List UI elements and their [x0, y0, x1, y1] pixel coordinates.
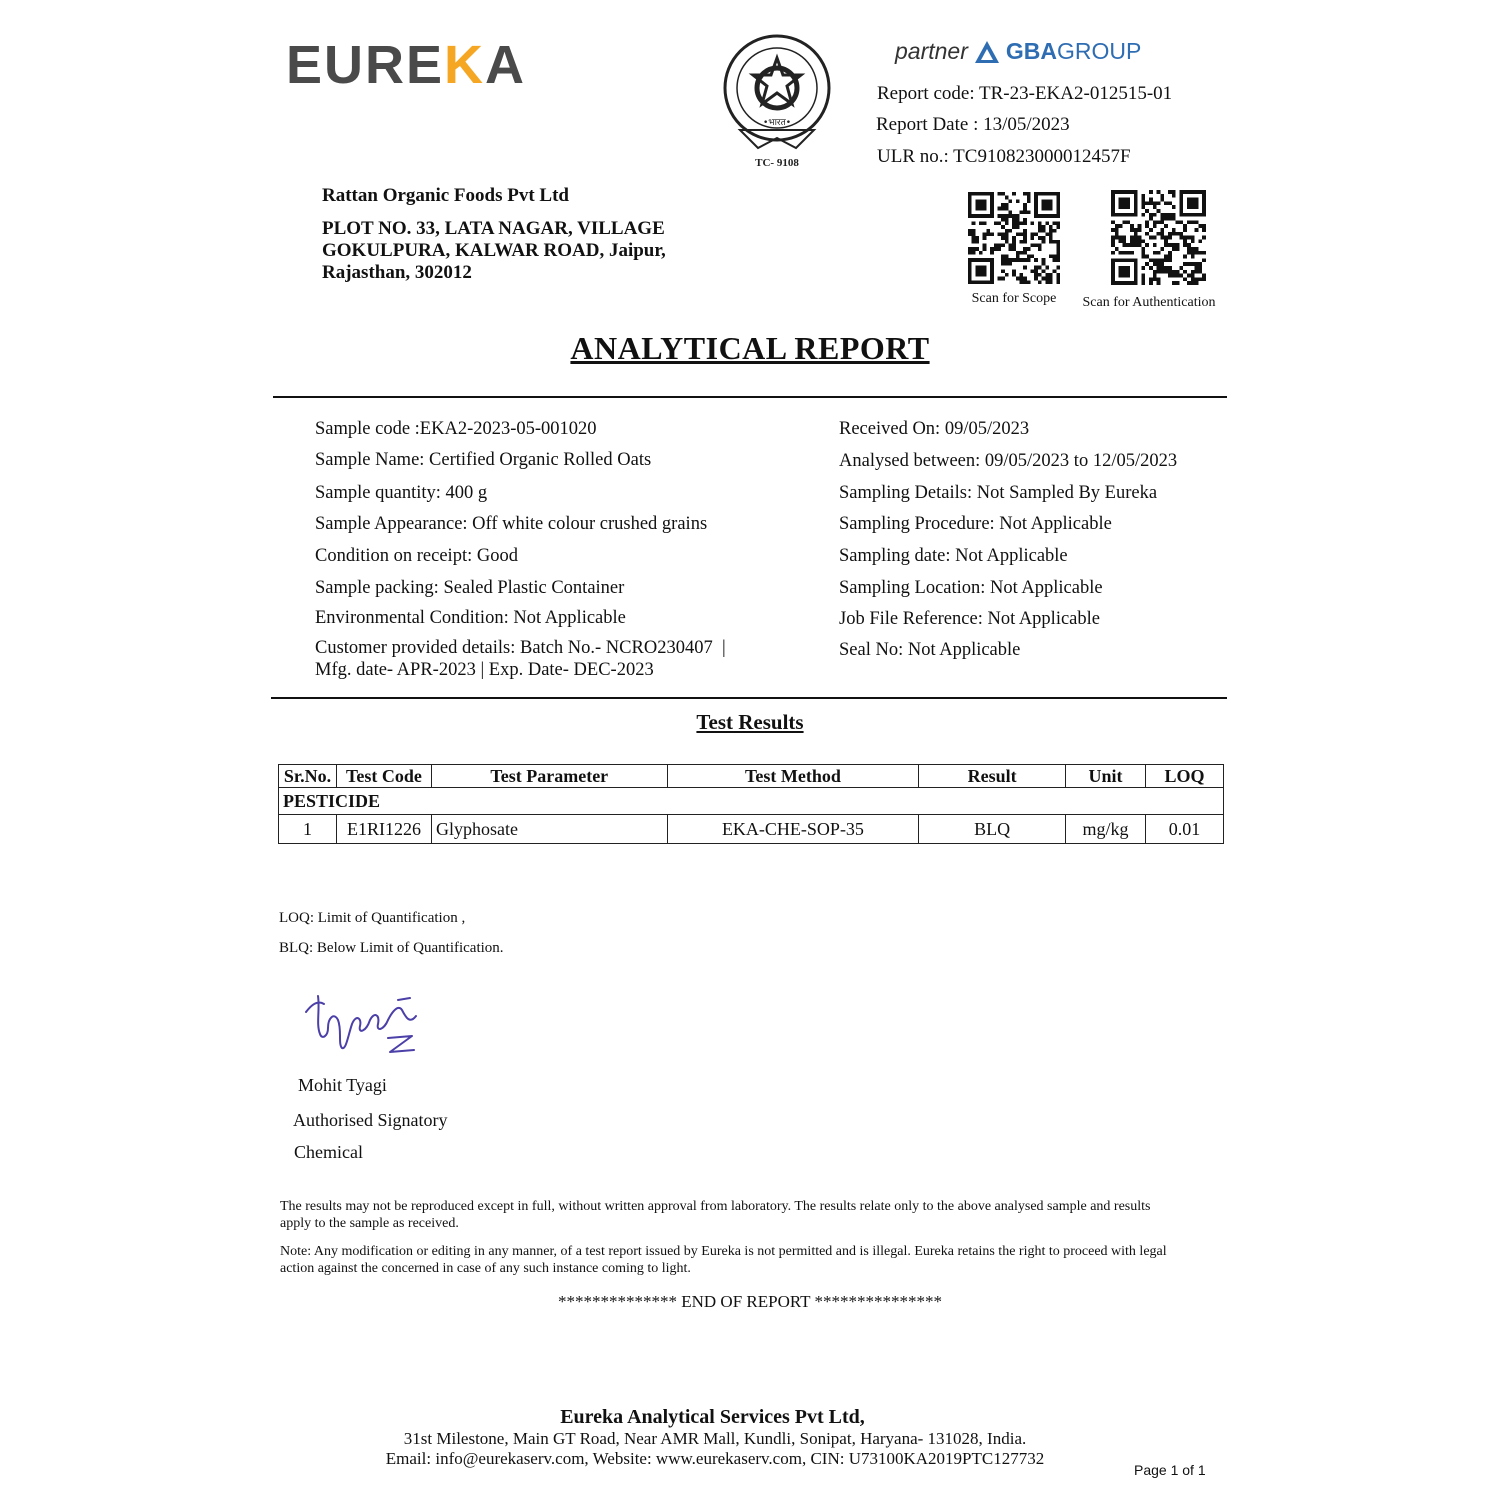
table-header-row — [279, 765, 1224, 788]
divider-middle — [271, 697, 1227, 699]
col-header-sr-no: Sr.No. — [279, 765, 337, 788]
report-title: ANALYTICAL REPORT — [570, 330, 930, 366]
customer-name: Rattan Organic Foods Pvt Ltd — [322, 185, 569, 206]
sampling-procedure: Sampling Procedure: Not Applicable — [839, 514, 1112, 534]
sampling-details: Sampling Details: Not Sampled By Eureka — [839, 483, 1158, 503]
signatory-name: Mohit Tyagi — [298, 1075, 387, 1095]
loq-note: LOQ: Limit of Quantification , — [279, 910, 466, 926]
customer-address-line2: GOKULPURA, KALWAR ROAD, Jaipur, — [322, 240, 666, 261]
received-on: Received On: 09/05/2023 — [839, 419, 1030, 439]
logo-text-part1: EURE — [286, 35, 445, 95]
footer-contact: Email: info@eurekaserv.com, Website: www.eurekaserv.com, CIN: U73100KA2019PTC127732 — [385, 1449, 1045, 1468]
table-row — [279, 815, 1224, 844]
environmental-condition: Environmental Condition: Not Applicable — [315, 608, 626, 628]
disclaimer-reproduction: The results may not be reproduced except in full, without written approval from laboratory. The results relate only to the above analysed sample and results apply to the sample as received. — [280, 1199, 1151, 1231]
customer-address-line3: Rajasthan, 302012 — [322, 262, 472, 283]
logo-text-part3: A — [485, 35, 527, 95]
footer-company: Eureka Analytical Services Pvt Ltd, — [560, 1406, 865, 1428]
cell-loq: 0.01 — [1146, 815, 1224, 844]
test-results-table — [278, 764, 1224, 844]
cell-result: BLQ — [919, 815, 1066, 844]
sampling-location: Sampling Location: Not Applicable — [839, 578, 1103, 598]
cell-sr-no: 1 — [279, 815, 337, 844]
seal-number: Seal No: Not Applicable — [839, 640, 1021, 660]
scope-qr-code-icon[interactable] — [963, 192, 1065, 284]
col-header-result: Result — [919, 765, 1066, 788]
group-label: PESTICIDE — [279, 788, 1224, 815]
sample-name: Sample Name: Certified Organic Rolled Oats — [315, 450, 652, 470]
cell-test-code: E1RI1226 — [336, 815, 431, 844]
page-number: Page 1 of 1 — [1134, 1462, 1206, 1478]
sample-packing: Sample packing: Sealed Plastic Container — [315, 578, 625, 598]
signatory-role: Authorised Signatory — [293, 1110, 448, 1130]
logo-text-part2: K — [444, 35, 486, 95]
signature-image — [298, 990, 428, 1062]
divider-top — [273, 396, 1227, 398]
authentication-qr-caption: Scan for Authentication — [1082, 295, 1216, 310]
report-code: Report code: TR-23-EKA2-012515-01 — [877, 83, 1173, 104]
gba-triangle-icon — [974, 40, 1000, 64]
seal-inner-text: •भारत• — [762, 118, 792, 128]
job-file-reference: Job File Reference: Not Applicable — [839, 609, 1100, 629]
cell-test-parameter: Glyphosate — [431, 815, 667, 844]
customer-provided-details: Customer provided details: Batch No.- NCRO230407 | — [315, 638, 726, 658]
sample-code: Sample code :EKA2-2023-05-001020 — [315, 419, 597, 439]
cell-unit: mg/kg — [1066, 815, 1146, 844]
partner-logo — [895, 38, 1141, 65]
mfg-exp-dates: Mfg. date- APR-2023 | Exp. Date- DEC-2023 — [315, 660, 654, 680]
col-header-unit: Unit — [1066, 765, 1146, 788]
blq-note: BLQ: Below Limit of Quantification. — [279, 940, 504, 956]
disclaimer-modification: Note: Any modification or editing in any manner, of a test report issued by Eureka is not permitted and is illegal. Eureka retains the right to proceed with legal action against the concerned in case of any such instance coming to light. — [280, 1244, 1167, 1276]
signatory-department: Chemical — [294, 1142, 363, 1162]
partner-group: GROUP — [1057, 38, 1142, 64]
eureka-logo — [286, 35, 527, 95]
col-header-test-parameter: Test Parameter — [431, 765, 667, 788]
end-of-report: ************** END OF REPORT *************** — [557, 1292, 943, 1311]
col-header-test-code: Test Code — [336, 765, 431, 788]
condition-on-receipt: Condition on receipt: Good — [315, 546, 518, 566]
report-date: Report Date : 13/05/2023 — [876, 114, 1070, 135]
seal-code: TC- 9108 — [755, 157, 799, 169]
analysed-between: Analysed between: 09/05/2023 to 12/05/2023 — [839, 451, 1178, 471]
cell-test-method: EKA-CHE-SOP-35 — [667, 815, 919, 844]
customer-address-line1: PLOT NO. 33, LATA NAGAR, VILLAGE — [322, 218, 665, 239]
accreditation-seal-icon — [712, 30, 842, 170]
scope-qr-caption: Scan for Scope — [971, 291, 1057, 306]
sample-quantity: Sample quantity: 400 g — [315, 483, 488, 503]
test-results-title: Test Results — [696, 710, 804, 734]
table-group-row — [279, 788, 1224, 815]
sampling-date: Sampling date: Not Applicable — [839, 546, 1068, 566]
partner-gba: GBA — [1005, 38, 1057, 64]
partner-word: partner — [895, 38, 968, 64]
col-header-test-method: Test Method — [667, 765, 919, 788]
authentication-qr-code-icon[interactable] — [1107, 190, 1210, 285]
sample-appearance: Sample Appearance: Off white colour crushed grains — [315, 514, 708, 534]
col-header-loq: LOQ — [1146, 765, 1224, 788]
footer-address: 31st Milestone, Main GT Road, Near AMR Mall, Kundli, Sonipat, Haryana- 131028, India. — [403, 1429, 1027, 1448]
ulr-number: ULR no.: TC910823000012457F — [877, 146, 1131, 167]
